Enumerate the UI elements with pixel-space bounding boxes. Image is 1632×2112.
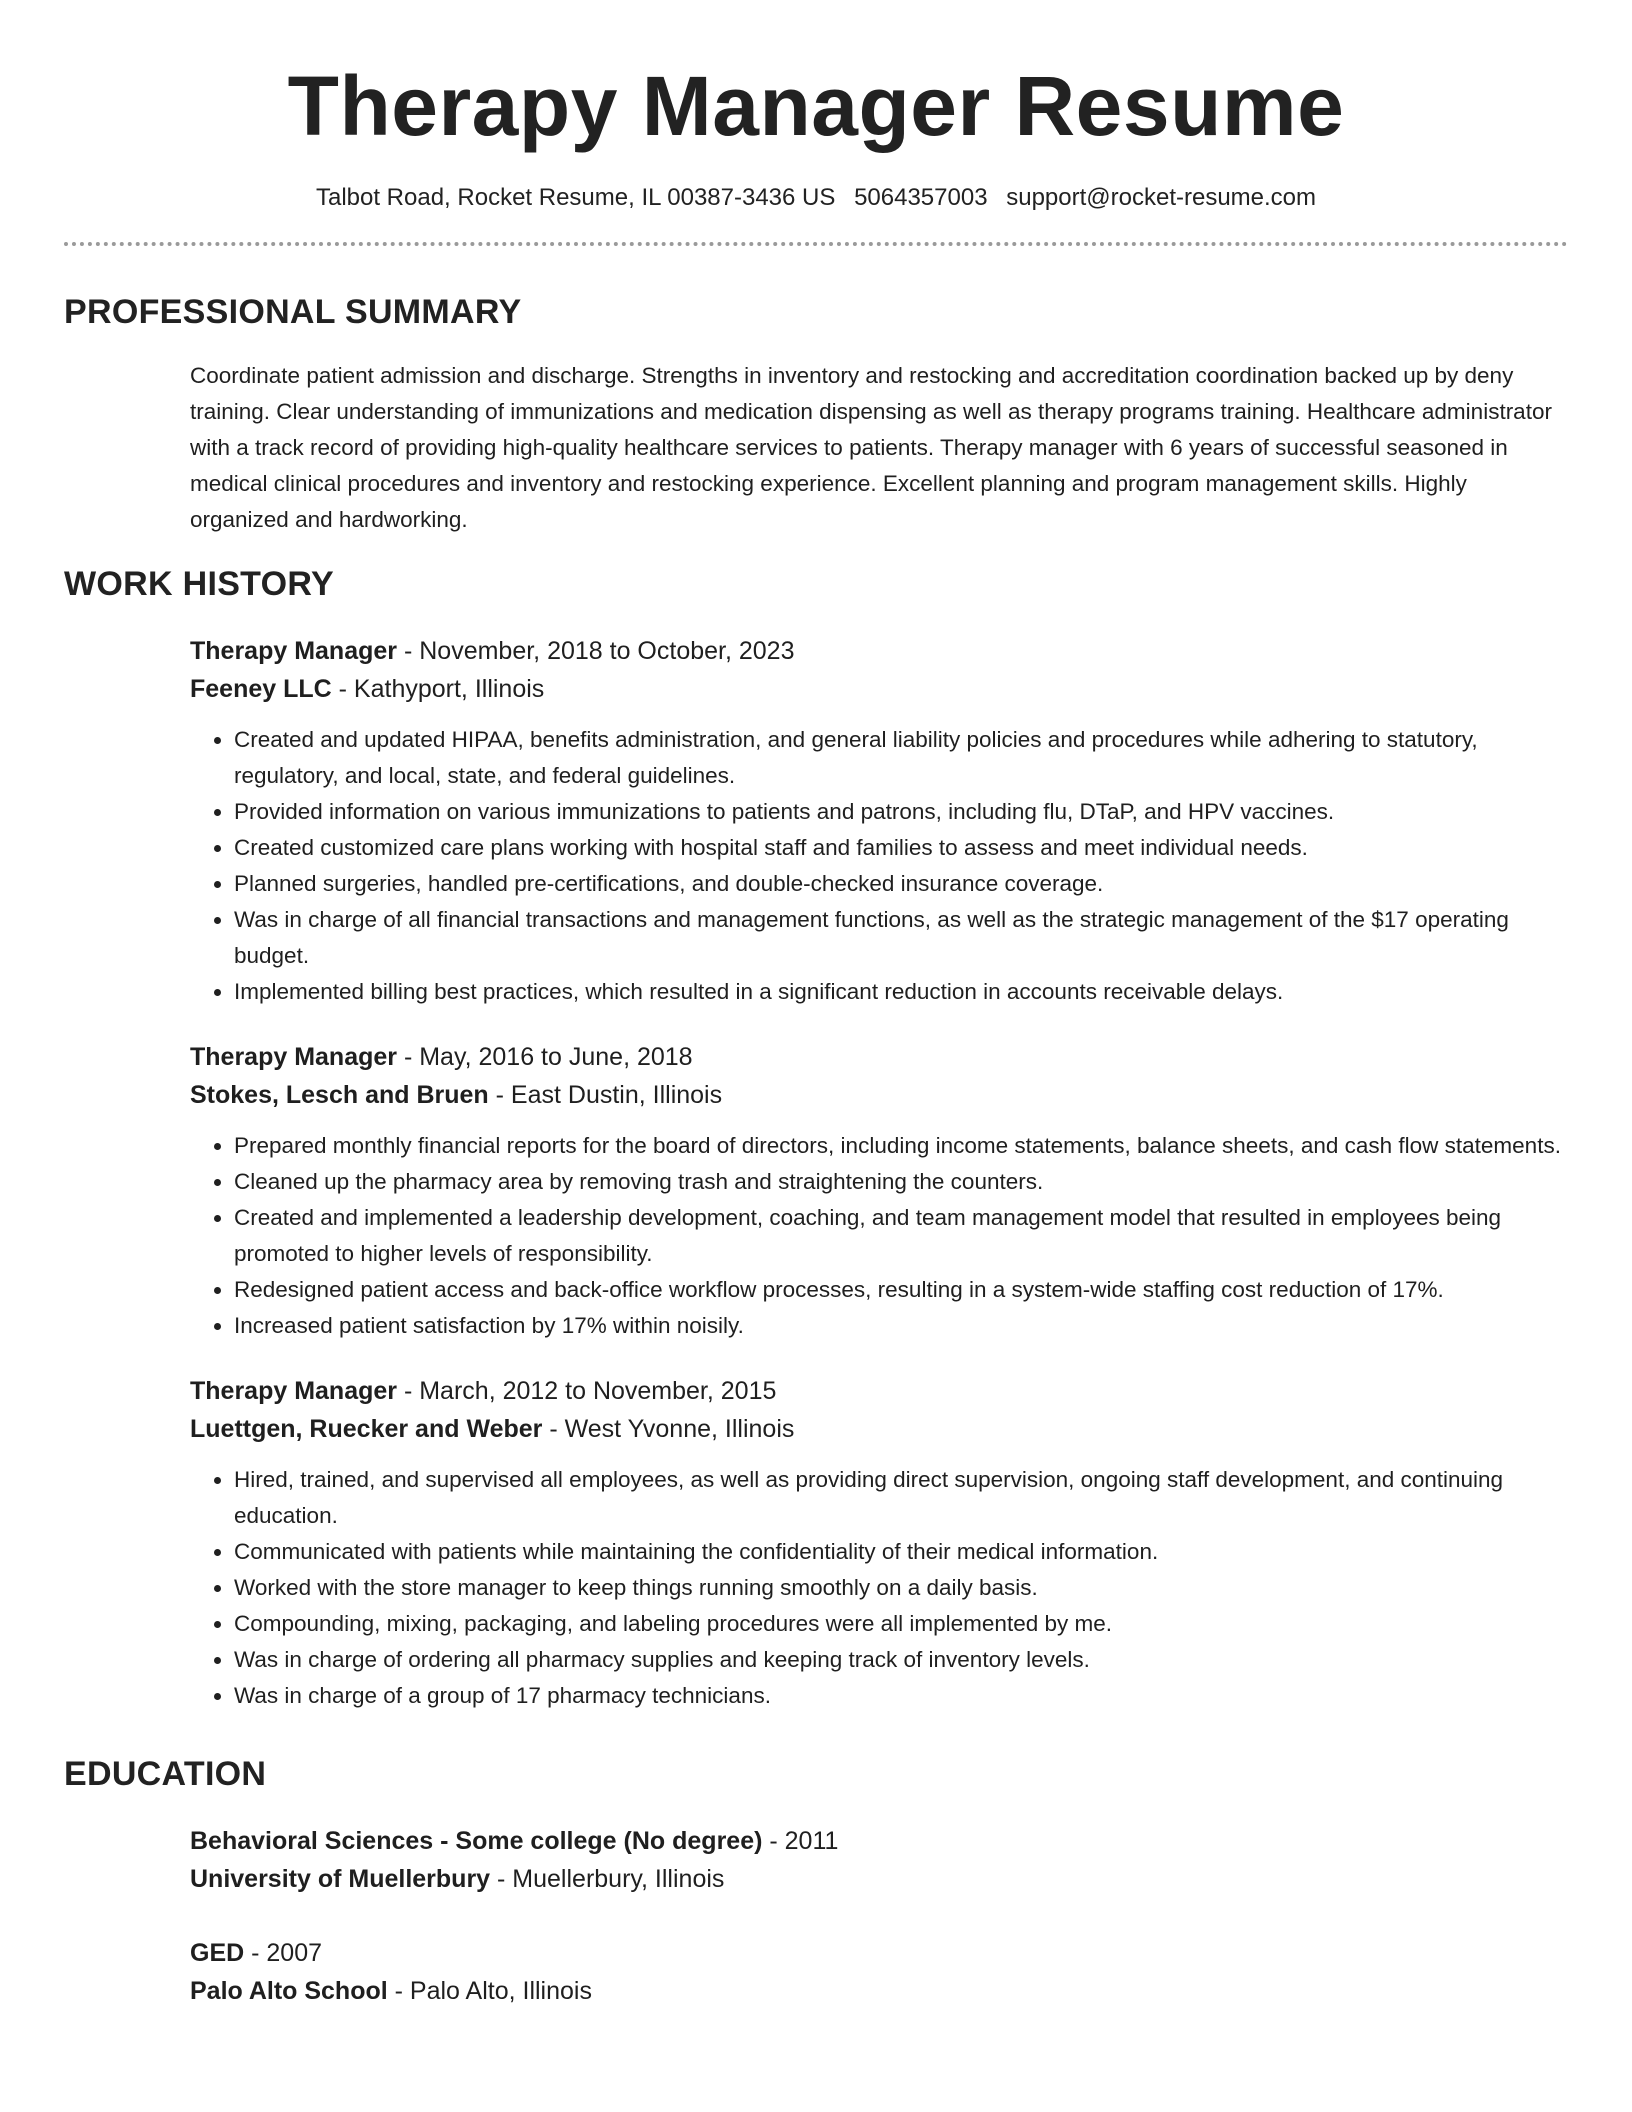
job-title-line <box>190 1372 1568 1410</box>
job-bullet: • Planned surgeries, handled pre-certifications, and double-checked insurance coverage. <box>234 866 1568 902</box>
job-bullet: • Created and updated HIPAA, benefits administration, and general liability policies and procedures while adhering to statutory, regulatory, and local, state, and federal guidelines. <box>234 722 1568 794</box>
job-company: Luettgen, Ruecker and Weber <box>190 1415 543 1443</box>
contact-line <box>64 182 1568 214</box>
job-entry <box>190 632 1568 1010</box>
job-bullet: • Was in charge of all financial transactions and management functions, as well as the strategic management of the $17 operating budget. <box>234 902 1568 974</box>
resume-title: Therapy Manager Resume <box>287 59 1345 153</box>
job-dates: - March, 2012 to November, 2015 <box>397 1377 777 1405</box>
job-bullet: • Worked with the store manager to keep things running smoothly on a daily basis. <box>234 1570 1568 1606</box>
education-location: - Palo Alto, Illinois <box>387 1977 592 2005</box>
header-divider <box>64 242 1568 246</box>
education-location: - Muellerbury, Illinois <box>490 1865 725 1893</box>
job-entry <box>190 1038 1568 1344</box>
job-company-line <box>190 670 1568 708</box>
job-title: Therapy Manager <box>190 637 398 665</box>
summary-text: Coordinate patient admission and discharge. Strengths in inventory and restocking and accreditation coordination backed up by deny training. Clear understanding of immunizations and medication dispensing as well as therapy programs training. Healthcare administrator with a track record of providing high-quality healthcare services to patients. Therapy manager with 6 years of successful seasoned in medical clinical procedures and inventory and restocking experience. Excellent planning and program management skills. Highly organized and hardworking. <box>190 363 1552 532</box>
contact-address: Talbot Road, Rocket Resume, IL 00387-3436 US <box>315 184 836 211</box>
job-bullet: • Communicated with patients while maintaining the confidentiality of their medical information. <box>234 1534 1568 1570</box>
education-school-line <box>190 1860 1568 1898</box>
contact-email: support@rocket-resume.com <box>1006 184 1317 211</box>
education-school: Palo Alto School <box>190 1977 388 2005</box>
job-location: - West Yvonne, Illinois <box>542 1415 795 1443</box>
job-bullet: • Prepared monthly financial reports for the board of directors, including income statements, balance sheets, and cash flow statements. <box>234 1128 1568 1164</box>
job-title-line <box>190 632 1568 670</box>
job-bullet: • Redesigned patient access and back-office workflow processes, resulting in a system-wide staffing cost reduction of 17%. <box>234 1272 1568 1308</box>
education-year: - 2007 <box>244 1939 323 1967</box>
summary-heading: PROFESSIONAL SUMMARY <box>64 293 522 331</box>
job-company-line <box>190 1410 1568 1448</box>
job-entry <box>190 1372 1568 1714</box>
job-bullets <box>190 1462 1568 1714</box>
job-title: Therapy Manager <box>190 1043 398 1071</box>
job-bullets <box>190 1128 1568 1344</box>
resume-page <box>64 0 1568 2010</box>
job-bullet: • Increased patient satisfaction by 17% within noisily. <box>234 1308 1568 1344</box>
education-degree-line <box>190 1934 1568 1972</box>
education-degree: GED <box>190 1939 245 1967</box>
job-bullet: • Was in charge of ordering all pharmacy supplies and keeping track of inventory levels. <box>234 1642 1568 1678</box>
job-title: Therapy Manager <box>190 1377 398 1405</box>
work-history-heading: WORK HISTORY <box>64 565 334 603</box>
education-entry <box>190 1934 1568 2010</box>
job-location: - East Dustin, Illinois <box>488 1081 723 1109</box>
job-bullet: • Implemented billing best practices, which resulted in a significant reduction in accounts receivable delays. <box>234 974 1568 1010</box>
education-heading: EDUCATION <box>64 1755 267 1793</box>
job-company-line <box>190 1076 1568 1114</box>
job-bullet: • Created and implemented a leadership development, coaching, and team management model that resulted in employees being promoted to higher levels of responsibility. <box>234 1200 1568 1272</box>
education-school: University of Muellerbury <box>190 1865 491 1893</box>
job-company: Feeney LLC <box>190 675 332 703</box>
job-location: - Kathyport, Illinois <box>331 675 545 703</box>
job-bullet: • Cleaned up the pharmacy area by removing trash and straightening the counters. <box>234 1164 1568 1200</box>
contact-phone: 5064357003 <box>854 184 988 211</box>
education-year: - 2011 <box>762 1827 839 1855</box>
job-bullet: • Hired, trained, and supervised all employees, as well as providing direct supervision, ongoing staff development, and continuing education. <box>234 1462 1568 1534</box>
education-school-line <box>190 1972 1568 2010</box>
education-entry <box>190 1822 1568 1898</box>
job-company: Stokes, Lesch and Bruen <box>190 1081 489 1109</box>
education-degree: Behavioral Sciences - Some college (No degree) <box>190 1827 763 1855</box>
job-dates: - November, 2018 to October, 2023 <box>397 637 795 665</box>
job-bullet: • Compounding, mixing, packaging, and labeling procedures were all implemented by me. <box>234 1606 1568 1642</box>
job-bullet: • Provided information on various immunizations to patients and patrons, including flu, DTaP, and HPV vaccines. <box>234 794 1568 830</box>
education-degree-line <box>190 1822 1568 1860</box>
job-dates: - May, 2016 to June, 2018 <box>397 1043 693 1071</box>
job-title-line <box>190 1038 1568 1076</box>
job-bullet: • Created customized care plans working with hospital staff and families to assess and meet individual needs. <box>234 830 1568 866</box>
job-bullet: • Was in charge of a group of 17 pharmacy technicians. <box>234 1678 1568 1714</box>
job-bullets <box>190 722 1568 1010</box>
